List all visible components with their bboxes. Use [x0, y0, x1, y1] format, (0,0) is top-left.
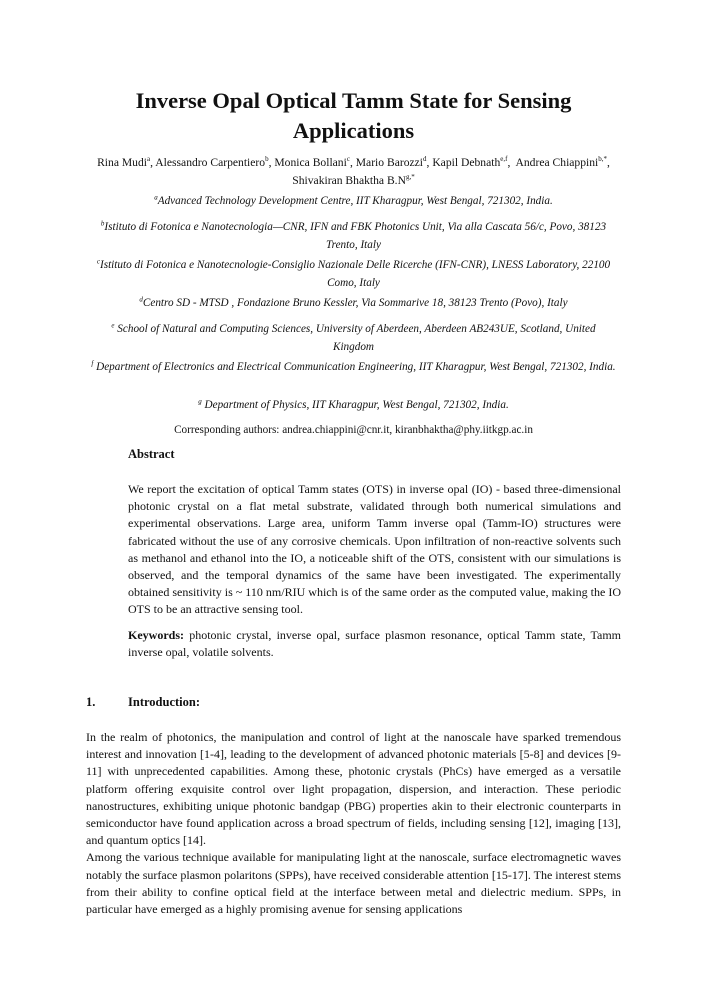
affiliation-mark: f	[91, 359, 94, 368]
affiliation	[92, 256, 615, 292]
affiliation	[80, 294, 627, 312]
author-affiliation-mark: b,*	[598, 155, 608, 164]
affiliation	[92, 320, 615, 356]
author-name: Shivakiran Bhaktha B.N	[292, 174, 406, 187]
author-list: Rina Mudi$^a$, Alessandro Carpentiero$^b$, Monica Bollani$^c$, Mario Barozzi$^d$, Kapil Debnath$^{e,f}$, Andrea Chiappini$^{b,*}$, Shivakiran Bhaktha $B.N^{g,*}$	[97, 155, 610, 187]
author-affiliation-mark: d	[423, 155, 427, 164]
author-affiliation-mark: e,f	[500, 155, 508, 164]
affiliation-mark: d	[139, 295, 143, 304]
author-name: Alessandro Carpentiero	[155, 156, 266, 169]
affiliation	[80, 396, 627, 414]
affiliation-mark: b	[100, 219, 105, 228]
affiliation	[86, 358, 621, 376]
introduction-body	[86, 729, 621, 918]
section-number: 1.	[86, 695, 96, 709]
author-name: Andrea Chiappini	[515, 156, 599, 169]
affiliation-mark: g	[198, 397, 202, 406]
affiliation-text: Istituto di Fotonica e Nanotecnologia—CNR, IFN and FBK Photonics Unit, Via alla Cascata 56/c, Povo, 38123 Trento, Italy	[104, 221, 607, 251]
section-title: Introduction:	[128, 695, 201, 709]
author-name: Kapil Debnath	[432, 156, 501, 169]
affiliation-mark: a	[154, 193, 158, 202]
affiliation-mark: c	[96, 257, 100, 266]
author-affiliation-mark: c	[346, 155, 350, 164]
affiliation-text: School of Natural and Computing Sciences, University of Aberdeen, Aberdeen AB243UE, Scotland, United Kingdom	[114, 323, 596, 353]
paragraph: In the realm of photonics, the manipulation and control of light at the nanoscale have sparked tremendous interest and innovation [1-4], leading to the development of advanced photonic materials [5-8] and devices [9-11] with unprecedented capabilities. Among these, photonic crystals (PhCs) have emerged as a versatile platform offering exquisite control over light propagation, dispersion, and interaction. These periodic nanostructures, exhibiting unique photonic bandgap (PBG) properties akin to their electronic counterparts in semiconductor have found application across a broad spectrum of fields, including sensing [12], imaging [13], and quantum optics [14].	[86, 730, 621, 848]
abstract-text: We report the excitation of optical Tamm states (OTS) in inverse opal (IO) - based three-dimensional photonic crystal on a flat metal substrate, validated through both numerical simulations and experimental observations. Large area, uniform Tamm inverse opal (Tamm-IO) structures were fabricated without the use of any corrosive chemicals. Upon infiltration of non-reactive solvents such as methanol and ethanol into the IO, a noticeable shift of the OTS, consistent with our simulations is observed, and the temporal dynamics of the same have been investigated. The experimentally obtained sensitivity is ~ 110 nm/RIU which is of the same order as the computed value, making the IO OTS to be an attractive sensing tool.	[128, 482, 621, 617]
keywords-text: photonic crystal, inverse opal, surface plasmon resonance, optical Tamm state, Tamm inverse opal, volatile solvents.	[128, 628, 621, 660]
affiliation-text: Istituto di Fotonica e Nanotecnologie-Consiglio Nazionale Delle Ricerche (IFN-CNR), LNESS Laboratory, 22100 Como, Italy	[99, 259, 611, 289]
affiliation-text: Advanced Technology Development Centre, IIT Kharagpur, West Bengal, 721302, India.	[157, 195, 553, 207]
affiliation-mark: e	[111, 321, 115, 330]
author-affiliation-mark: b	[265, 155, 269, 164]
paper-title: Inverse Opal Optical Tamm State for Sensing Applications	[135, 88, 572, 143]
keywords-label: Keywords:	[128, 628, 184, 642]
affiliation-text: Centro SD - MTSD , Fondazione Bruno Kessler, Via Sommarive 18, 38123 Trento (Povo), Italy	[142, 297, 568, 309]
author-name: Mario Barozzi	[355, 156, 424, 169]
author-name: Rina Mudi	[97, 156, 147, 169]
section-heading	[86, 694, 200, 710]
author-affiliation-mark: g,*	[405, 173, 415, 182]
affiliation-text: Department of Electronics and Electrical Communication Engineering, IIT Kharagpur, West Bengal, 721302, India.	[93, 361, 616, 373]
author-name: Monica Bollani	[274, 156, 347, 169]
affiliation	[80, 192, 627, 210]
keywords	[128, 627, 621, 661]
corresponding-authors: Corresponding authors: andrea.chiappini@cnr.it, kiranbhaktha@phy.iitkgp.ac.in	[174, 424, 533, 436]
paragraph: Among the various technique available for manipulating light at the nanoscale, surface electromagnetic waves notably the surface plasmon polaritons (SPPs), have received considerable attention [15-17]. The interest stems from their ability to confine optical field at the interface between metal and dielectric medium. SPPs, in particular have emerged as a highly promising avenue for sensing applications	[86, 850, 621, 917]
abstract-heading: Abstract	[128, 447, 175, 461]
author-affiliation-mark: a	[147, 155, 151, 164]
affiliation	[98, 218, 609, 254]
affiliation-text: Department of Physics, IIT Kharagpur, West Bengal, 721302, India.	[201, 399, 509, 411]
